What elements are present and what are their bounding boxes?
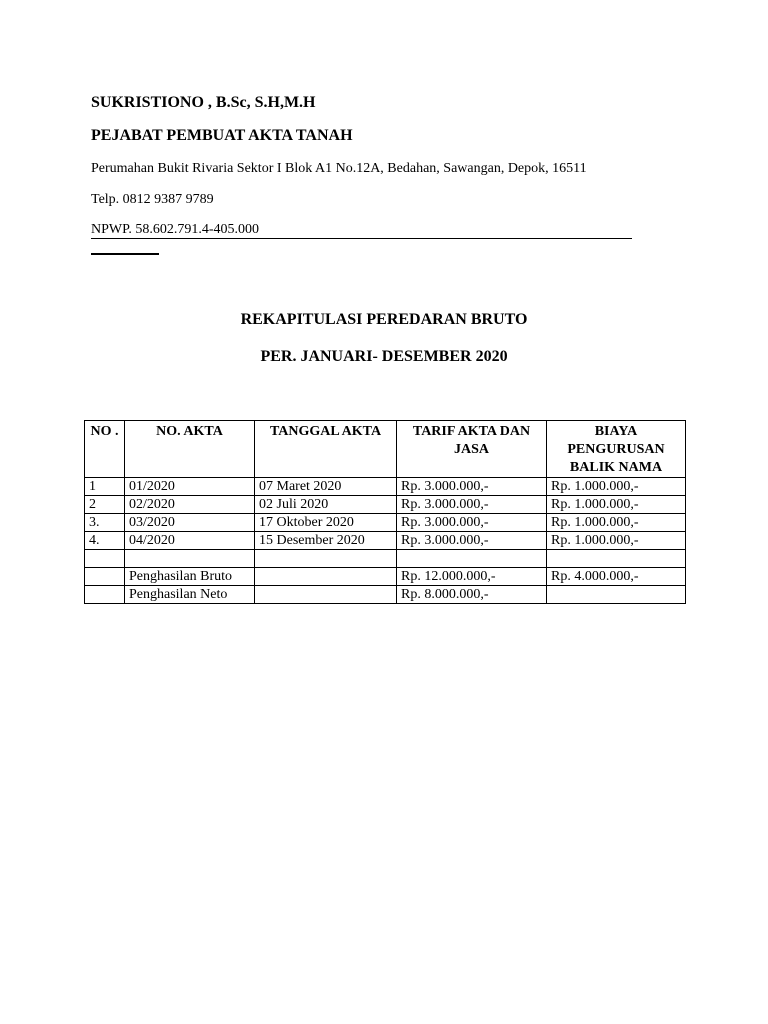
cell-empty [255,568,397,586]
cell-no: 4. [85,532,125,550]
cell-empty [397,550,547,568]
cell-tanggal: 07 Maret 2020 [255,478,397,496]
neto-label: Penghasilan Neto [125,586,255,604]
bruto-tarif: Rp. 12.000.000,- [397,568,547,586]
cell-no-akta: 01/2020 [125,478,255,496]
document-title: REKAPITULASI PEREDARAN BRUTO [240,311,528,328]
cell-tanggal: 02 Juli 2020 [255,496,397,514]
bruto-biaya: Rp. 4.000.000,- [547,568,686,586]
cell-no-akta: 03/2020 [125,514,255,532]
cell-tarif: Rp. 3.000.000,- [397,532,547,550]
notary-name: SUKRISTIONO , B.Sc, S.H,M.H [91,94,316,111]
header-no: NO . [85,421,125,478]
cell-biaya: Rp. 1.000.000,- [547,478,686,496]
cell-empty [125,550,255,568]
cell-biaya: Rp. 1.000.000,- [547,496,686,514]
table-row-bruto [85,568,686,586]
cell-no-akta: 02/2020 [125,496,255,514]
cell-no: 2 [85,496,125,514]
office-address: Perumahan Bukit Rivaria Sektor I Blok A1 No.12A, Bedahan, Sawangan, Depok, 16511 [91,161,587,176]
cell-biaya: Rp. 1.000.000,- [547,532,686,550]
cell-empty [255,550,397,568]
cell-tarif: Rp. 3.000.000,- [397,496,547,514]
table-row-empty [85,550,686,568]
cell-no: 3. [85,514,125,532]
cell-no: 1 [85,478,125,496]
cell-biaya: Rp. 1.000.000,- [547,514,686,532]
cell-tarif: Rp. 3.000.000,- [397,514,547,532]
cell-no-akta: 04/2020 [125,532,255,550]
notary-title: PEJABAT PEMBUAT AKTA TANAH [91,127,353,144]
header-tanggal-akta: TANGGAL AKTA [255,421,397,478]
header-divider [91,253,159,255]
cell-empty [547,586,686,604]
cell-empty [547,550,686,568]
table-row [85,478,686,496]
cell-tarif: Rp. 3.000.000,- [397,478,547,496]
cell-empty [255,586,397,604]
cell-empty [85,550,125,568]
table-header-row [85,421,686,478]
phone-number: Telp. 0812 9387 9789 [91,192,214,207]
header-tarif: TARIF AKTA DAN JASA [397,421,547,478]
npwp-number: NPWP. 58.602.791.4-405.000 [91,222,632,239]
cell-tanggal: 17 Oktober 2020 [255,514,397,532]
cell-tanggal: 15 Desember 2020 [255,532,397,550]
table-row [85,514,686,532]
table-row [85,532,686,550]
header-biaya: BIAYA PENGURUSAN BALIK NAMA [547,421,686,478]
table-row [85,496,686,514]
recap-table [84,420,686,604]
cell-empty [85,586,125,604]
neto-tarif: Rp. 8.000.000,- [397,586,547,604]
cell-empty [85,568,125,586]
header-no-akta: NO. AKTA [125,421,255,478]
bruto-label: Penghasilan Bruto [125,568,255,586]
table-row-neto [85,586,686,604]
document-period: PER. JANUARI- DESEMBER 2020 [260,348,508,365]
